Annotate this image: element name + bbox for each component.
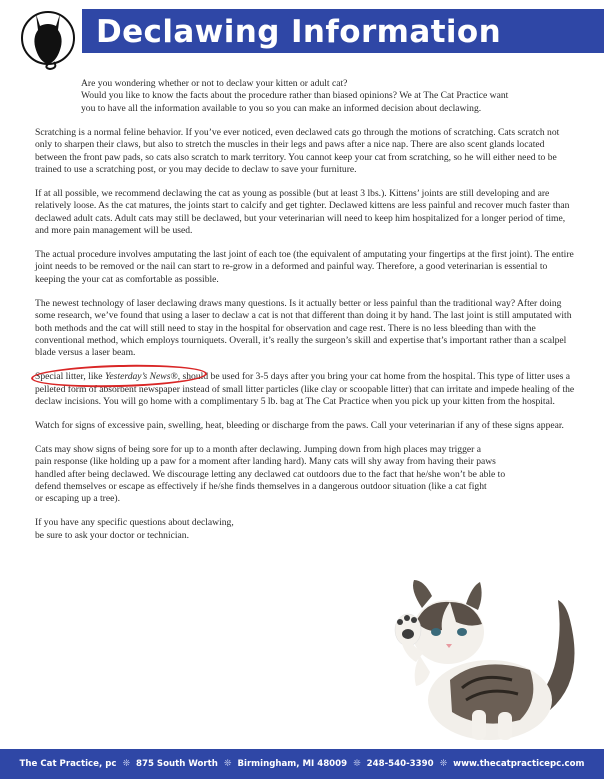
footer-city: Birmingham, MI 48009 [237, 759, 348, 769]
footer-address: 875 South Worth [136, 759, 218, 769]
intro-line-2: Would you like to know the facts about the procedure rather than biased opinions? We at The Cat Practice want [81, 90, 509, 102]
document-body [35, 78, 575, 554]
age-recommendation-paragraph: If at all possible, we recommend declawing the cat as young as possible (but at least 3 lbs.). Kittens’ joints are still developing and are relatively loose. As the cat matures, the joints start to calcify and get tighter. Declawed kittens are less painful and recover much faster than declawed adult cats. Adult cats may still be declawed, but your veterinarian will need to keep him hospitalized for a longer period of time, and more pain management will be used. [35, 187, 570, 237]
footer-practice-name: The Cat Practice, pc [19, 759, 117, 769]
questions-line-1: If you have any specific questions about declawing, [35, 517, 234, 529]
soreness-paragraph [35, 444, 575, 506]
questions-paragraph [35, 517, 575, 542]
warning-signs-paragraph: Watch for signs of excessive pain, swelling, heat, bleeding or discharge from the paws. Call your veterinarian if any of these signs appear. [35, 419, 564, 431]
cat-silhouette-logo-icon [14, 4, 82, 70]
footer-phone: 248-540-3390 [366, 759, 434, 769]
page-footer [0, 749, 604, 779]
soreness-line-4: defend themselves or escape as effectively if he/she finds themselves in a dangerous outdoor situation (like a cat fight [35, 481, 487, 493]
snowflake-separator-icon: ❊ [439, 759, 448, 769]
soreness-line-5: or escaping up a tree). [35, 493, 120, 505]
special-litter-paragraph [35, 371, 575, 408]
intro-line-3: you to have all the information available to you so you can make an informed decision about declawing. [81, 102, 482, 114]
snowflake-separator-icon: ❊ [223, 759, 232, 769]
soreness-line-3: handled after being declawed. We discourage letting any declawed cat outdoors due to the fact that he/she won’t be able to [35, 468, 506, 480]
footer-website[interactable]: www.thecatpracticepc.com [453, 759, 585, 769]
snowflake-separator-icon: ❊ [122, 759, 130, 769]
litter-rest-text: , should be used for 3-5 days after you bring your cat home from the hospital. This type of litter uses a pelleted form of absorbent newspaper instead of small litter particles (like clay or scoopable litter) that can irritate and impede healing of the declaw incisions. You will go home with a complimentary 5 lb. bag at The Cat Practice when you pick up your kitten from the hospital. [35, 371, 575, 408]
procedure-paragraph: The actual procedure involves amputating the last joint of each toe (the equivalent of amputating your fingertips at the first joint). The entire joint needs to be removed or the nail can start to re-grow in a deformed and painful way. Therefore, a good veterinarian is essential to keeping the your cat as comfortable as possible. [35, 248, 574, 285]
laser-declawing-paragraph: The newest technology of laser declawing draws many questions. Is it actually better or less painful than the traditional way? After doing some research, we’ve found that using a laser to declaw a cat is not that different than doing it by hand. The last joint is still amputated with both methods and the cat will still need to stay in the hospital for observation and cage rest. There is no less bleeding than with the conventional method, which employs tourniquets. Overall, it’s really the surgeon’s skill and expertise that’s important rather than a scalpel blade versus a laser beam. [35, 297, 572, 359]
litter-product-name: Yesterday’s News® [104, 371, 178, 383]
snowflake-separator-icon: ❊ [353, 759, 361, 769]
questions-line-2: be sure to ask your doctor or technician. [35, 529, 189, 541]
soreness-line-2: pain response (like holding up a paw for a moment after landing hard). Many cats will shy away from having their paws [35, 456, 496, 468]
litter-lead-text: Special litter, like [35, 371, 105, 383]
soreness-line-1: Cats may show signs of being sore for up to a month after declawing. Jumping down from high places may trigger a [35, 443, 482, 455]
kitten-photo [380, 560, 598, 740]
page-header [0, 0, 604, 68]
intro-paragraph [35, 78, 575, 115]
intro-line-1: Are you wondering whether or not to declaw your kitten or adult cat? [81, 78, 348, 89]
scratching-paragraph: Scratching is a normal feline behavior. If you’ve ever noticed, even declawed cats go through the motions of scratching. Cats scratch not only to sharpen their claws, but also to stretch the muscles in their legs and paws after a nice nap. There are also scent glands located between the front paw pads, so cats also scratch to mark territory. You cannot keep your cat from scratching, so he will either need to be trained to use a scratching post, or you may decide to declaw to save your furniture. [35, 126, 560, 175]
page-title: Declawing Information [96, 14, 502, 50]
